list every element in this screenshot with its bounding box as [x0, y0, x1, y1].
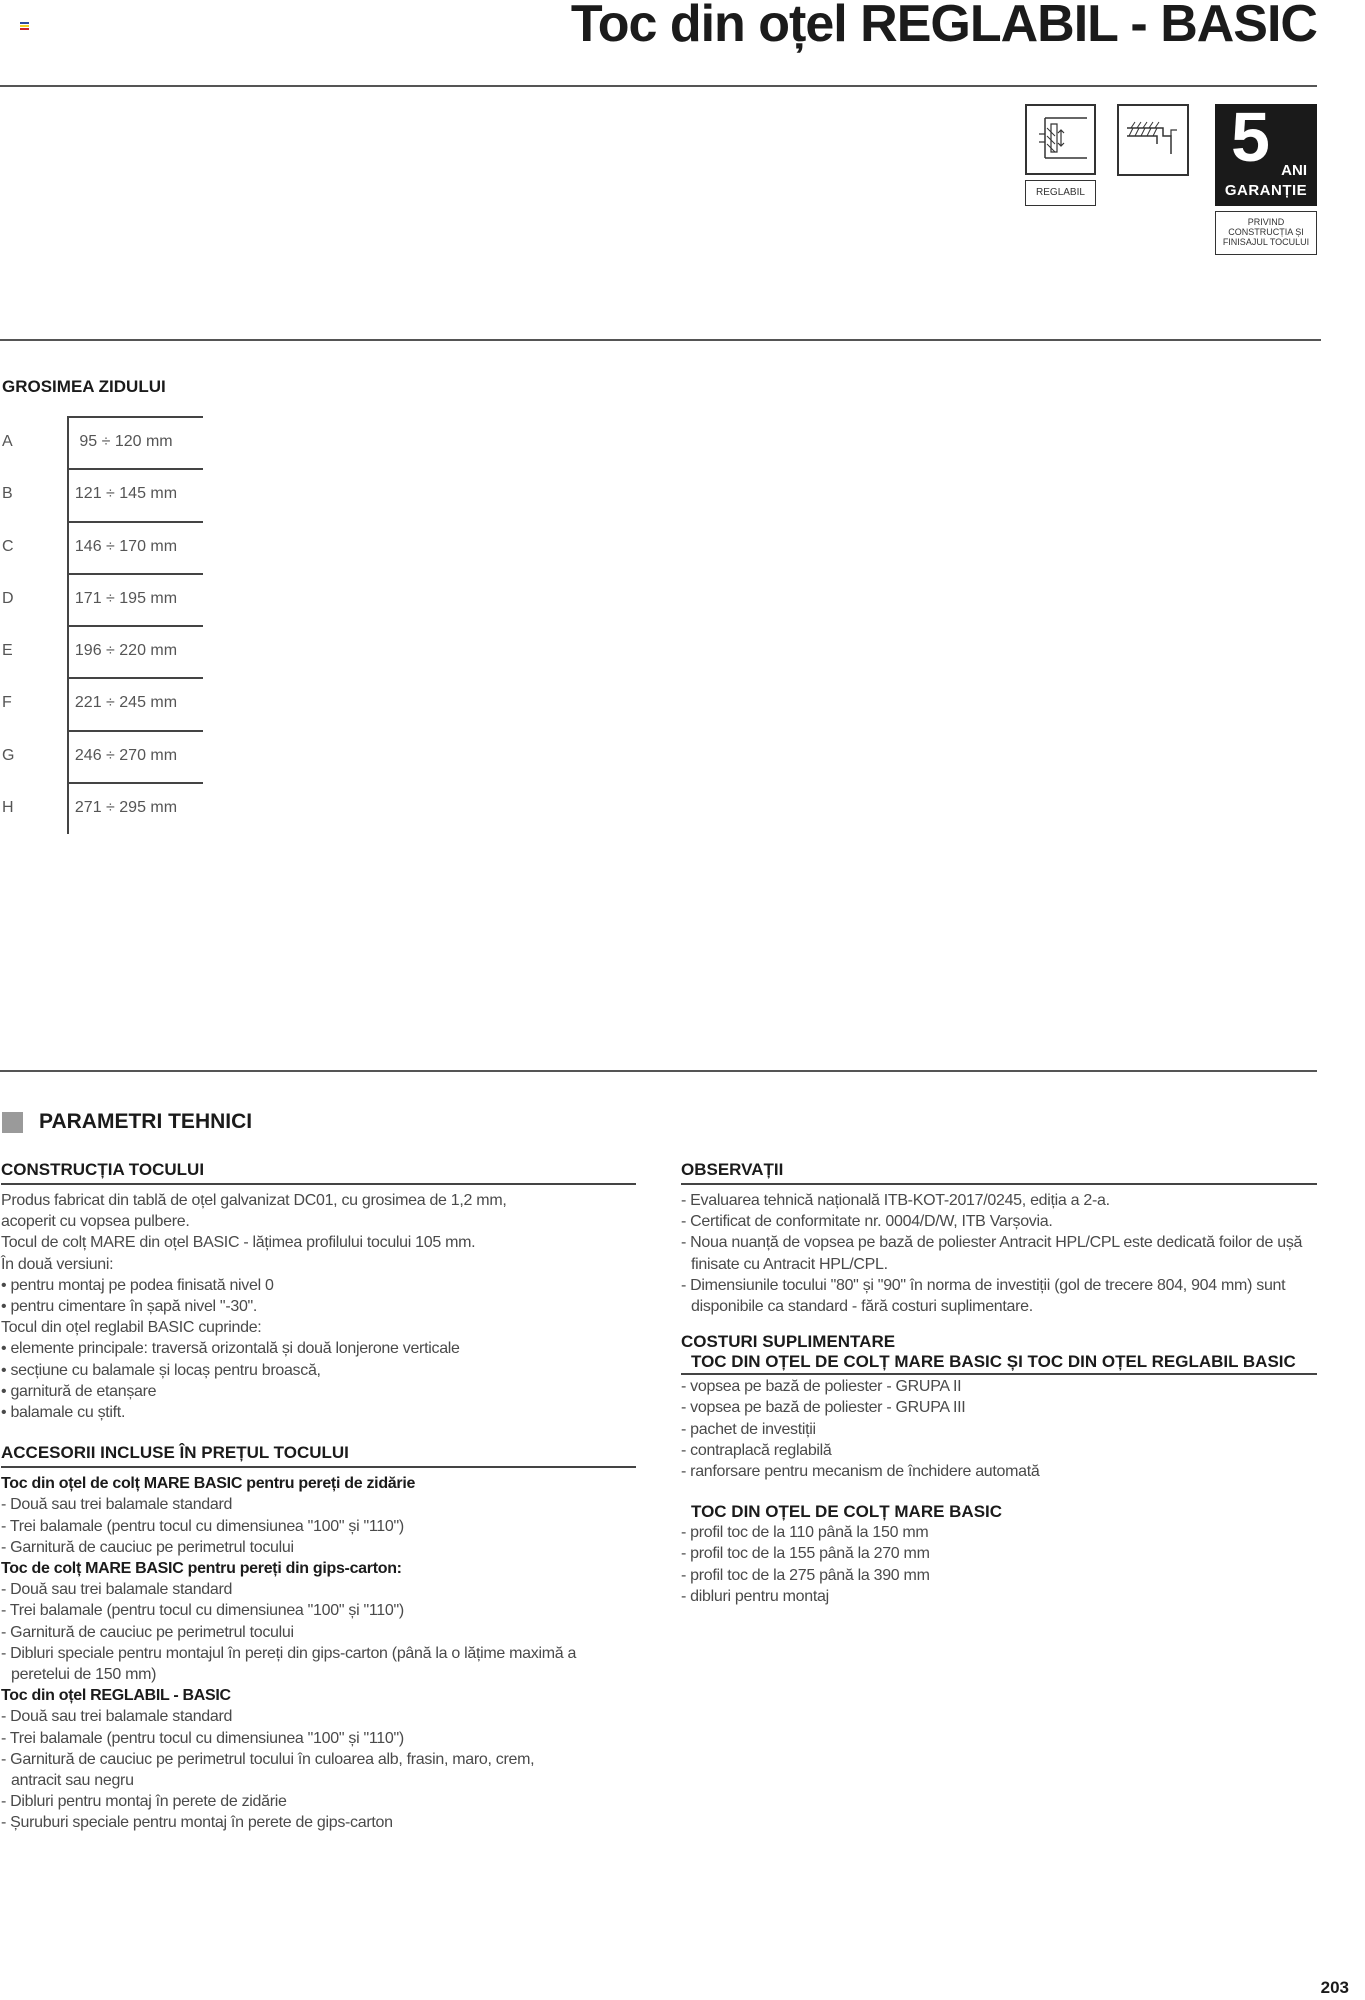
params-title: PARAMETRI TEHNICI: [39, 1110, 253, 1133]
accessory-line: - Două sau trei balamale standard: [1, 1581, 233, 1599]
accessory-line: - Garnitură de cauciuc pe perimetrul tocului: [1, 1538, 294, 1556]
left-column: [1, 1160, 636, 1834]
accessory-line: - Trei balamale (pentru tocul cu dimensiunea "100" și "110"): [1, 1602, 404, 1620]
warranty-word: GARANȚIE: [1224, 182, 1308, 199]
row-letter: H: [2, 799, 14, 817]
warranty-unit: ANI: [1281, 162, 1307, 179]
row-range: 246 ÷ 270 mm: [74, 746, 178, 764]
observation-line: - Dimensiunile tocului "80" și "90" în norma de investiții (gol de trecere 804, 904 mm) sunt: [681, 1276, 1286, 1294]
frame-profile-drawing: [1119, 106, 1187, 174]
row-divider: [67, 677, 203, 679]
wall-thickness-title: GROSIMEA ZIDULUI: [2, 377, 166, 396]
accessory-group-title: Toc din oțel de colț MARE BASIC pentru pereți de zidărie: [1, 1475, 416, 1493]
extra-cost-line: - pachet de investiții: [681, 1420, 816, 1438]
observation-line: finisate cu Antracit HPL/CPL.: [691, 1255, 888, 1273]
header-divider: [0, 85, 1317, 87]
accessory-line: - Șuruburi speciale pentru montaj în perete de gips-carton: [1, 1814, 393, 1832]
row-range: 95 ÷ 120 mm: [79, 433, 173, 450]
construction-line: • pentru cimentare în șapă nivel "-30".: [1, 1298, 258, 1316]
warranty-badge: [1215, 98, 1317, 206]
observations-title: OBSERVAȚII: [681, 1160, 1317, 1185]
accessory-group-title: Toc din oțel REGLABIL - BASIC: [1, 1687, 231, 1705]
adjustable-frame-drawing: [1027, 106, 1094, 173]
construction-line: • balamale cu știft.: [1, 1404, 126, 1422]
table-row: [0, 573, 203, 625]
heading-square-icon: [2, 1112, 23, 1133]
row-letter: G: [2, 746, 15, 764]
frame-profile-icon: [1117, 104, 1189, 176]
accessory-line: - Garnitură de cauciuc pe perimetrul tocului în culoarea alb, frasin, maro, crem,: [1, 1750, 535, 1768]
accessory-line: - Trei balamale (pentru tocul cu dimensiunea "100" și "110"): [1, 1729, 404, 1747]
adjustable-frame-icon: [1025, 104, 1096, 175]
extra-cost-line: - ranforsare pentru mecanism de închidere automată: [681, 1463, 1040, 1481]
observation-line: disponibile ca standard - fără costuri suplimentare.: [691, 1298, 1033, 1316]
flag-icon: [20, 22, 29, 30]
construction-line: • pentru montaj pe podea finisată nivel 0: [1, 1276, 274, 1294]
row-letter: E: [2, 642, 13, 660]
accessory-line: - Dibluri speciale pentru montajul în pereți din gips-carton (până la o lățime maximă a: [1, 1644, 577, 1662]
construction-title: CONSTRUCȚIA TOCULUI: [1, 1160, 636, 1185]
row-range: 221 ÷ 245 mm: [74, 694, 178, 712]
table-row: [0, 468, 203, 520]
observation-line: - Certificat de conformitate nr. 0004/D/W, ITB Varșovia.: [681, 1213, 1053, 1231]
construction-line: acoperit cu vopsea pulbere.: [1, 1213, 190, 1231]
accessory-group-title: Toc de colț MARE BASIC pentru pereți din gips-carton:: [1, 1560, 402, 1578]
extra-cost-line: - vopsea pe bază de poliester - GRUPA II: [681, 1378, 962, 1396]
accessory-line: - Garnitură de cauciuc pe perimetrul tocului: [1, 1623, 294, 1641]
accessories-title: ACCESORII INCLUSE ÎN PREȚUL TOCULUI: [1, 1443, 636, 1468]
construction-line: • elemente principale: traversă orizontală și două lonjerone verticale: [1, 1340, 460, 1358]
row-letter: C: [2, 537, 14, 555]
accessory-line: peretelui de 150 mm): [11, 1666, 157, 1684]
construction-line: • garnitură de etanșare: [1, 1382, 157, 1400]
row-range: 146 ÷ 170 mm: [74, 537, 178, 555]
extra-costs-group-title: TOC DIN OȚEL DE COLȚ MARE BASIC ȘI TOC DIN OȚEL REGLABIL BASIC: [681, 1352, 1317, 1375]
extra-cost-line: - profil toc de la 110 până la 150 mm: [681, 1524, 929, 1542]
construction-line: Produs fabricat din tablă de oțel galvanizat DC01, cu grosimea de 1,2 mm,: [1, 1192, 507, 1209]
accessory-line: antracit sau negru: [11, 1772, 134, 1790]
table-row: [0, 730, 203, 782]
flag-stripe-blue: [20, 22, 29, 24]
table-row: [0, 625, 203, 677]
row-letter: A: [2, 433, 13, 450]
accessory-line: - Trei balamale (pentru tocul cu dimensiunea "100" și "110"): [1, 1517, 404, 1535]
construction-line: • secțiune cu balamale și locaș pentru broască,: [1, 1361, 321, 1379]
extra-cost-line: - dibluri pentru montaj: [681, 1587, 829, 1605]
row-divider: [67, 730, 203, 732]
construction-line: Tocul de colț MARE din oțel BASIC - lățimea profilului tocului 105 mm.: [1, 1234, 476, 1252]
table-row: [0, 416, 203, 468]
row-divider: [67, 625, 203, 627]
warranty-note: PRIVIND CONSTRUCȚIA ȘI FINISAJUL TOCULUI: [1215, 211, 1317, 255]
row-divider: [67, 521, 203, 523]
section-divider-params: [0, 1070, 1317, 1072]
page-title: Toc din oțel REGLABIL - BASIC: [570, 0, 1317, 53]
observation-line: - Evaluarea tehnică națională ITB-KOT-2017/0245, ediția a 2-a.: [681, 1192, 1110, 1209]
observation-line: - Noua nuanță de vopsea pe bază de poliester Antracit HPL/CPL este dedicată foilor de ușă: [681, 1234, 1303, 1252]
params-heading: [2, 1110, 252, 1134]
table-row: [0, 521, 203, 573]
row-range: 121 ÷ 145 mm: [74, 485, 178, 503]
extra-costs-group-title: TOC DIN OȚEL DE COLȚ MARE BASIC: [691, 1502, 1003, 1522]
construction-line: Tocul din oțel reglabil BASIC cuprinde:: [1, 1319, 262, 1337]
construction-line: În două versiuni:: [1, 1255, 114, 1273]
table-row: [0, 782, 203, 834]
flag-stripe-red: [20, 28, 29, 30]
warranty-number: 5: [1231, 98, 1270, 176]
flag-stripe-yellow: [20, 25, 29, 27]
row-letter: F: [2, 694, 12, 712]
row-divider: [67, 416, 203, 418]
extra-costs-title: COSTURI SUPLIMENTARE: [681, 1332, 896, 1352]
section-divider-top: [0, 339, 1321, 341]
extra-cost-line: - profil toc de la 155 până la 270 mm: [681, 1545, 930, 1563]
accessory-line: - Dibluri pentru montaj în perete de zidărie: [1, 1793, 287, 1811]
row-letter: D: [2, 589, 14, 607]
row-divider: [67, 782, 203, 784]
row-range: 171 ÷ 195 mm: [74, 589, 178, 607]
row-divider: [67, 468, 203, 470]
right-column: [681, 1160, 1317, 1607]
row-letter: B: [2, 485, 13, 503]
extra-cost-line: - profil toc de la 275 până la 390 mm: [681, 1566, 930, 1584]
row-range: 271 ÷ 295 mm: [74, 799, 178, 817]
page-number: 203: [1320, 1978, 1349, 1997]
row-divider: [67, 573, 203, 575]
extra-cost-line: - vopsea pe bază de poliester - GRUPA III: [681, 1399, 966, 1417]
extra-cost-line: - contraplacă reglabilă: [681, 1441, 832, 1459]
adjustable-label: REGLABIL: [1025, 180, 1096, 206]
row-range: 196 ÷ 220 mm: [74, 642, 178, 660]
wall-thickness-table: [0, 416, 203, 834]
accessory-line: - Două sau trei balamale standard: [1, 1708, 233, 1726]
accessory-line: - Două sau trei balamale standard: [1, 1496, 233, 1514]
table-row: [0, 677, 203, 729]
